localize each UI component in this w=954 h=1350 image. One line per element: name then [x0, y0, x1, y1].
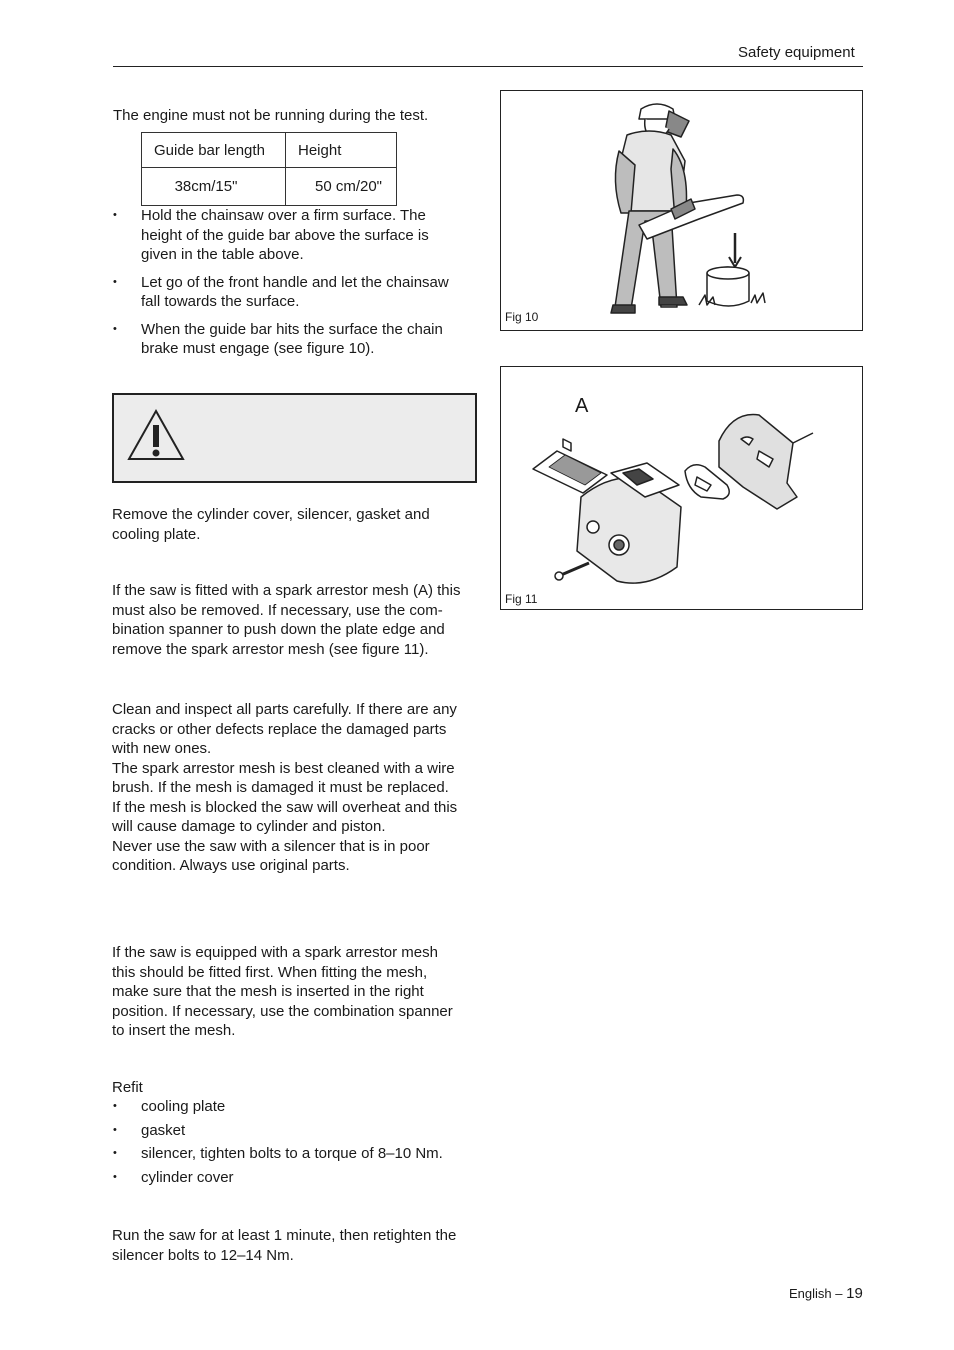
header-divider: [113, 66, 863, 67]
spark-arrestor-text: [112, 581, 484, 659]
text-line: Run the saw for at least 1 minute, then retighten the: [112, 1227, 457, 1244]
list-item-text: cylinder cover: [141, 1168, 234, 1186]
intro-text: The engine must not be running during the test.: [113, 107, 429, 124]
warning-triangle-icon: [126, 407, 186, 463]
footer-language: English –: [789, 1286, 843, 1301]
text-line: cracks or other defects replace the damaged parts: [112, 720, 447, 738]
text-line: with new ones.: [112, 740, 212, 757]
silencer-exploded-illustration: [501, 367, 862, 609]
refit-list: [113, 1097, 485, 1187]
list-item-text: cooling plate: [141, 1098, 226, 1115]
table-cell: 38cm/15": [142, 168, 286, 206]
text-line: If the mesh is blocked the saw will overheat and this: [112, 798, 458, 816]
page-number: 19: [846, 1285, 863, 1302]
figure-10: [500, 90, 863, 331]
bullet: •: [113, 275, 117, 288]
run-text: [112, 1226, 484, 1265]
text-line: brush. If the mesh is damaged it must be replaced.: [112, 779, 449, 796]
chainsaw-operator-illustration: [501, 91, 862, 330]
table-header-cell: Guide bar length: [142, 133, 286, 168]
header-title: Safety equipment: [738, 44, 855, 61]
table-header-row: [142, 133, 397, 168]
list-item: [113, 206, 485, 265]
text-line: Clean and inspect all parts carefully. If there are any: [112, 701, 457, 718]
remove-text: [112, 505, 484, 544]
figure-11: [500, 366, 863, 610]
bullet: •: [113, 1100, 117, 1112]
list-item: [113, 320, 485, 359]
bullet: •: [113, 1170, 117, 1183]
list-item-line: When the guide bar hits the surface the chain: [141, 320, 443, 338]
list-item-line: given in the table above.: [141, 246, 304, 263]
text-line: Never use the saw with a silencer that is in poor: [112, 837, 430, 855]
text-line: this should be fitted first. When fitting the mesh,: [112, 963, 428, 981]
list-item-text: silencer, tighten bolts to a torque of 8–10 Nm.: [141, 1145, 443, 1162]
list-item-line: fall towards the surface.: [141, 293, 300, 310]
text-line: to insert the mesh.: [112, 1022, 236, 1039]
text-line: will cause damage to cylinder and piston.: [112, 818, 386, 835]
bullet: •: [113, 209, 117, 221]
text-line: silencer bolts to 12–14 Nm.: [112, 1246, 294, 1264]
text-line: position. If necessary, use the combination spanner: [112, 1002, 453, 1020]
text-line: bination spanner to push down the plate edge and: [112, 621, 445, 638]
spec-table: [141, 132, 397, 206]
text-line: cooling plate.: [112, 525, 201, 543]
table-header-cell: Height: [286, 133, 397, 168]
list-item-line: brake must engage (see figure 10).: [141, 340, 375, 357]
text-line: Remove the cylinder cover, silencer, gasket and: [112, 506, 430, 523]
list-item: [113, 273, 485, 312]
list-item: [113, 1144, 485, 1164]
text-line: If the saw is fitted with a spark arrestor mesh (A) this: [112, 582, 461, 599]
list-item: [113, 1168, 485, 1188]
text-line: condition. Always use original parts.: [112, 857, 350, 874]
warning-box: [112, 393, 477, 483]
page-footer: [789, 1285, 863, 1302]
list-item-line: Let go of the front handle and let the chainsaw: [141, 273, 449, 291]
text-line: The spark arrestor mesh is best cleaned with a wire: [112, 759, 455, 777]
text-line: If the saw is equipped with a spark arrestor mesh: [112, 944, 438, 961]
fitting-text: [112, 943, 484, 1041]
table-row: [142, 168, 397, 206]
table-cell: 50 cm/20": [286, 168, 397, 206]
list-item-text: gasket: [141, 1121, 186, 1139]
text-line: make sure that the mesh is inserted in the right: [112, 983, 424, 1000]
figure-label-a: A: [575, 395, 589, 417]
refit-label: Refit: [112, 1079, 143, 1096]
clean-inspect-text: [112, 700, 484, 876]
bullet: •: [113, 322, 117, 335]
bullet: •: [113, 1123, 117, 1136]
text-line: remove the spark arrestor mesh (see figure 11).: [112, 640, 429, 658]
test-steps-list: [113, 206, 485, 359]
list-item-line: Hold the chainsaw over a firm surface. The: [141, 207, 426, 224]
list-item: [113, 1121, 485, 1141]
figure-caption: Fig 11: [505, 592, 538, 606]
list-item: [113, 1097, 485, 1117]
text-line: must also be removed. If necessary, use the com-: [112, 601, 443, 619]
figure-caption: Fig 10: [505, 310, 539, 324]
bullet: •: [113, 1147, 117, 1159]
list-item-line: height of the guide bar above the surface is: [141, 226, 429, 244]
